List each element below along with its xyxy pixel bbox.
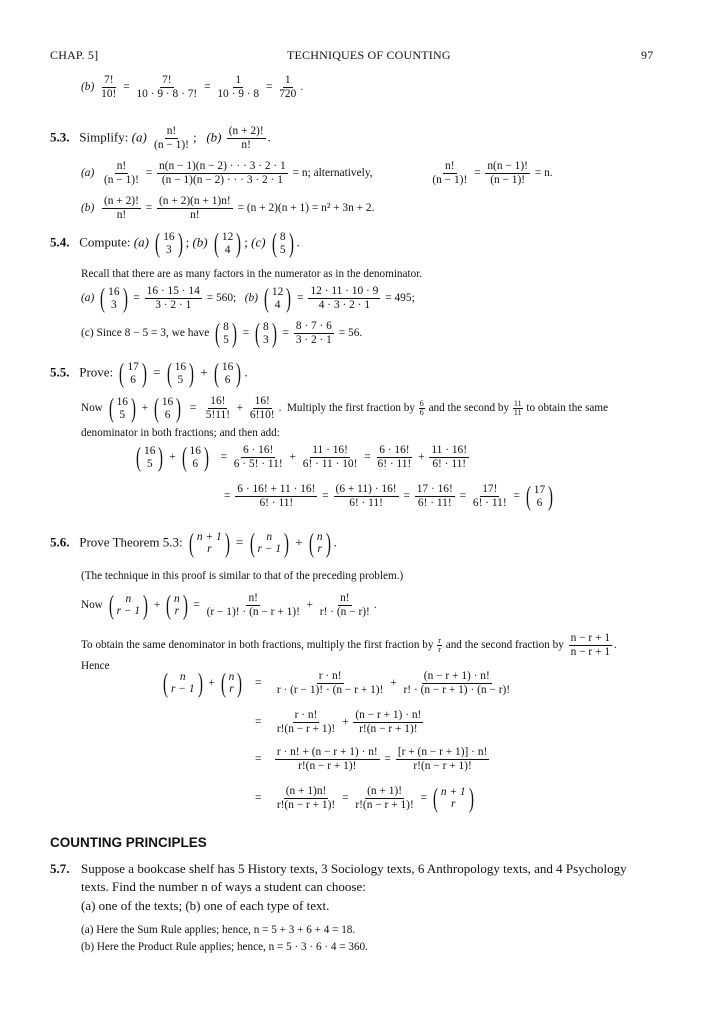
problem-5-4-solution-c: (c) Since 8 − 5 = 3, we have ( 8 5 ) = ( 8 3 ) = $\frac{8 \cdot 7 \cdot 6}{3 \cdot 2 \cdot 1}$ = 56. [81,318,363,349]
problem-5-6-note: (The technique in this proof is similar to that of the preceding problem.) [81,570,404,582]
problem-5-7-solution-a: (a) Here the Sum Rule applies; hence, n = 5 + 3 + 6 + 4 = 18. [81,924,356,936]
problem-5-5-now-line: Now ( 16 5 ) + ( 16 6 ) = $\frac{16!}{5!11!}$ + $\frac{16!}{6!10!}$ . Multiply the first fraction by $\frac{6}{6}$ and the second by $\frac{11}{11}$ to obtain the same [81,393,609,424]
problem-5-5-equation-2: = $\frac{6 \cdot 16! + 11 \cdot 16!}{6! \cdot 11!}$ = $\frac{(6 + 11) \cdot 16!}{6! \cdot 11!}$ = $\frac{17 \cdot 16!}{6! \cdot 11!}$ = $\frac{17!}{6! \cdot 11!}$ = ( 17 6 ) [224,481,554,512]
problem-5-3-statement: 5.3. Simplify: (a) $\frac{n!}{(n - 1)!}$ ; (b) $\frac{(n + 2)!}{n!}$ . [50,125,271,152]
problem-5-3-solution-a: (a) $\frac{n!}{(n - 1)!}$ = $\frac{n(n - 1)(n - 2) \cdot \cdot \cdot 3 \cdot 2 \cdot 1}{(n - 1)(n - 2) \cdot \cdot \cdot 3 \cdot 2 \cdot 1}$ = n; alternatively, $\frac{n!}{(n - 1)!}$ = $\frac{n(n - 1)!}{(n - 1)!}$ = n. [81,160,553,187]
hence-label: Hence [81,660,110,672]
problem-5-5-equation-1: ( 16 5 ) + ( 16 6 ) = $\frac{6 \cdot 16!}{6 \cdot 5! \cdot 11!}$ + $\frac{11 \cdot 16!}{6! \cdot 11 \cdot 10!}$ = $\frac{6 \cdot 16!}{6! \cdot 11!}$ + $\frac{11 \cdot 16!}{6! \cdot 11!}$ [136,442,468,473]
recall-note: Recall that there are as many factors in the numerator as in the denominator. [81,268,423,280]
chapter-label: CHAP. 5] [50,48,99,62]
problem-5-6-row-4: = $\frac{(n + 1)n!}{r!(n - r + 1)!}$ = $\frac{(n + 1)!}{r!(n - r + 1)!}$ = ( n + 1 r ) [255,783,474,814]
running-title: TECHNIQUES OF COUNTING [287,48,451,62]
problem-5-7-line-2: texts. Find the number n of ways a student can choose: [81,879,366,894]
problem-5-6-row-2: = $\frac{r \cdot n!}{r!(n - r + 1)!}$ + $\frac{(n - r + 1) \cdot n!}{r!(n - r + 1)!}$ [255,709,422,736]
problem-5-7-line-1: Suppose a bookcase shelf has 5 History texts, 3 Sociology texts, 6 Anthropology texts, and 4 Psychology [81,861,627,876]
problem-5-6-text: To obtain the same denominator in both fractions, multiply the first fraction by $\frac{r}{r}$ and the second fraction by $\frac{n - r + 1}{n - r + 1}$ . [81,632,617,659]
problem-5-7-number: 5.7. [50,861,70,876]
problem-5-6-statement: 5.6. Prove Theorem 5.3: ( n + 1 r ) = ( n r − 1 ) + ( n r ) . [50,528,337,558]
problem-5-5-statement: 5.5. Prove: ( 17 6 ) = ( 16 5 ) + ( 16 6 ) . [50,358,248,388]
problem-5-3-solution-b: (b) $\frac{(n + 2)!}{n!}$ = $\frac{(n + 2)(n + 1)n!}{n!}$ = (n + 2)(n + 1) = n² + 3n + 2. [81,195,375,222]
problem-5-6-row-3: = $\frac{r \cdot n! + (n - r + 1) \cdot n!}{r!(n - r + 1)!}$ = $\frac{[r + (n - r + 1)] \cdot n!}{r!(n - r + 1)!}$ [255,746,488,773]
problem-5-4-solution-ab: (a) ( 16 3 ) = $\frac{16 \cdot 15 \cdot 14}{3 \cdot 2 \cdot 1}$ = 560; (b) ( 12 4 ) = $\frac{12 \cdot 11 \cdot 10 \cdot 9}{4 \cdot 3 \cdot 2 \cdot 1}$ = 495; [81,283,415,314]
problem-5-2b: (b) $\frac{7!}{10!}$ = $\frac{7!}{10 \cdot 9 \cdot 8 \cdot 7!}$ = $\frac{1}{10 \cdot 9 \cdot 8}$ = $\frac{1}{720}$ . [81,74,304,101]
problem-5-6-row-1: = $\frac{r \cdot n!}{r \cdot (r - 1)! \cdot (n - r + 1)!}$ + $\frac{(n - r + 1) \cdot n!}{r! \cdot (n - r + 1) \cdot (n - r)!}$ [255,670,511,697]
problem-5-6-lhs: ( n r − 1 ) + ( n r ) [163,668,243,698]
section-heading: COUNTING PRINCIPLES [50,835,207,850]
problem-5-6-now-line: Now ( n r − 1 ) + ( n r ) = $\frac{n!}{(r - 1)! \cdot (n - r + 1)!}$ + $\frac{n!}{r! \cdot (n - r)!}$ . [81,590,377,621]
problem-5-4-statement: 5.4. Compute: (a) ( 16 3 ) ; (b) ( 12 4 ) ; (c) ( 8 5 ) . [50,228,300,258]
problem-5-7-line-3: (a) one of the texts; (b) one of each type of text. [81,898,330,913]
page-number: 97 [641,48,654,62]
problem-5-5-text: denominator in both fractions; and then add: [81,427,280,439]
problem-5-7-solution-b: (b) Here the Product Rule applies; hence, n = 5 · 3 · 6 · 4 = 360. [81,941,368,953]
